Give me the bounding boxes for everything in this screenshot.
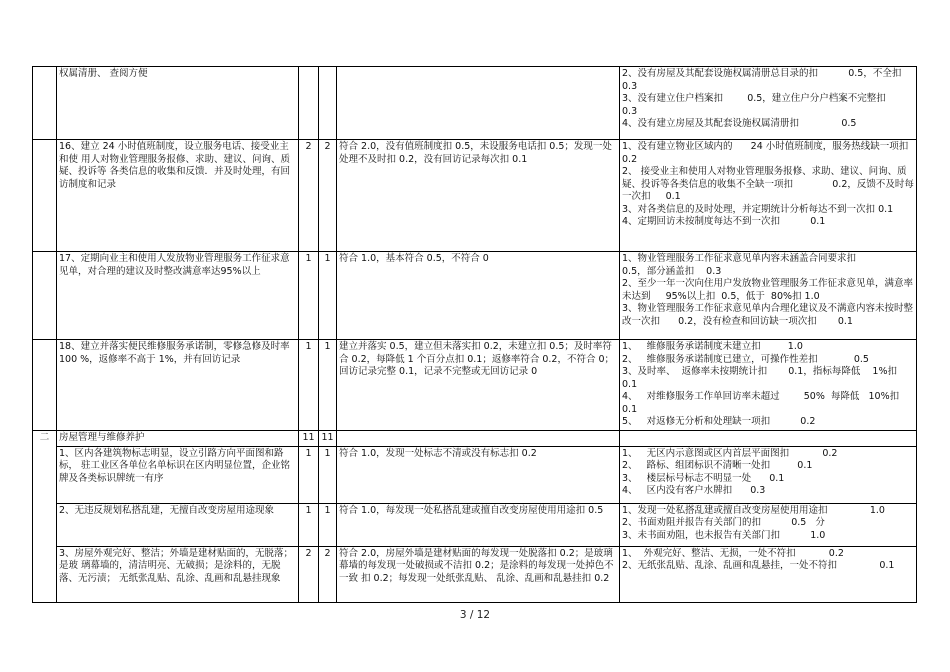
deduct-line: 1、物业管理服务工作征求意见单内容未涵盖合同要求扣 [622,253,857,264]
deduct-line: 3、对各类信息的及时处理，并定期统计分析每达不到一次扣 0.1 [622,203,894,215]
standard-cell [337,430,620,446]
page-number: 3 / 12 [459,609,491,621]
section-cell [33,340,57,431]
deduct-line: 3、物业管理服务工作征求意见单内合理化建议及不满意内容未按时整改一次扣 0.2，没有检查和回访缺一项次扣 0.1 [622,303,914,327]
section-heading: 房屋管理与维修养护 [59,431,145,443]
deduct-cell [620,67,917,140]
deduct-line: 2、 维修服务承诺制度已建立，可操作性差扣 0.5 [622,353,869,365]
deduct-line: 4、 对维修服务工作单回访率未超过 50% 每降低 10%扣 0.1 [622,391,903,415]
score-cell: 1 [299,503,319,546]
deduct-line: 0.3 [622,80,638,92]
deduct-cell [620,430,917,446]
deduct-line: 4、定期回访未按制度每达不到一次扣 0.1 [622,216,826,227]
standard-cell: 符合 1.0，每发现一处私搭乱建或擅自改变房屋使用用途扣 0.5 [337,503,620,546]
deduct-line: 1、没有建立物业区域内的 24 小时值班制度，服务热线缺一项扣 0.2 [622,141,912,165]
item-cell [57,503,299,546]
table-row [33,140,917,252]
item-cell [57,140,299,252]
deduct-cell [620,446,917,503]
evaluation-table-container [32,66,917,603]
deduct-line: 3、没有建立住户档案扣 0.5，建立住户分户档案不完整扣 [622,93,886,104]
deduct-line: 4、 区内没有客户水牌扣 0.3 [622,485,766,496]
got-cell [319,67,337,140]
got-cell: 1 [319,446,337,503]
score-cell [299,67,319,140]
section-cell [33,67,57,140]
item-cell [57,252,299,340]
table-row [33,340,917,431]
got-cell: 1 [319,252,337,340]
deduct-line: 0.5，部分涵盖扣 0.3 [622,265,722,277]
item-cell [57,446,299,503]
deduct-line: 5、 对返修无分析和处理缺一项扣 0.2 [622,416,816,427]
got-cell: 2 [319,140,337,252]
standard-cell: 符合 1.0，发现一处标志不清或没有标志扣 0.2 [337,446,620,503]
item-text: 18、建立并落实便民维修服务承诺制，零修急修及时率 100 %，返修率不高于 1%，并有回访记录 [59,341,290,365]
standard-cell: 建立并落实 0.5，建立但未落实扣 0.2，未建立扣 0.5；及时率符合 0.2，每降低 1 个百分点扣 0.1；返修率符合 0.2，不符合 0；回访记录完整 0.1，记录不完整或无回访记录 0 [337,340,620,431]
section-cell [33,140,57,252]
score-cell: 1 [299,252,319,340]
item-cell [57,340,299,431]
deduct-line: 2、书面劝阻并报告有关部门的扣 0.5 分 [622,517,825,528]
section-cell [33,252,57,340]
deduct-cell [620,140,917,252]
deduct-line: 0.3 [622,105,638,117]
deduct-cell [620,340,917,431]
deduct-cell [620,546,917,602]
deduct-line: 2、无纸张乱贴、乱涂、乱画和乱悬挂，一处不符扣 0.1 [622,560,895,571]
score-cell: 2 [299,546,319,602]
deduct-line: 2、 接受业主和使用人对物业管理服务报修、求助、建议、问询、质疑、投诉等各类信息的收集不全缺一项扣 0.2，反馈不及时每一次扣 0.1 [622,166,914,202]
deduct-line: 4、没有建立房屋及其配套设施权属清册扣 0.5 [622,118,857,129]
deduct-line: 3、未书面劝阻，也未报告有关部门扣 1.0 [622,529,826,541]
evaluation-table [32,66,917,603]
deduct-line: 3、及时率、 返修率未按期统计扣 0.1，指标每降低 1%扣 0.1 [622,366,901,390]
table-row [33,252,917,340]
got-cell: 1 [319,503,337,546]
standard-cell [337,67,620,140]
deduct-line: 1、发现一处私搭乱建或擅自改变房屋使用用途扣 1.0 [622,504,885,516]
deduct-line: 2、没有房屋及其配套设施权属清册总目录的扣 0.5，不全扣 [622,68,902,79]
item-cell [57,67,299,140]
item-text: 2、无违反规划私搭乱建，无擅自改变房屋用途现象 [59,504,275,516]
score-cell: 2 [299,140,319,252]
deduct-line: 1、 外观完好、整洁、无损，一处不符扣 0.2 [622,547,844,559]
score-cell: 1 [299,340,319,431]
deduct-cell [620,252,917,340]
deduct-line: 1、 维修服务承诺制度未建立扣 1.0 [622,341,803,352]
standard-cell: 符合 2.0，房屋外墙是建材贴面的每发现一处脱落扣 0.2；是玻璃幕墙的每发现一处破损或不洁扣 0.2；是涂料的每发现一处掉色不一致 扣 0.2；每发现一处纸张乱贴、 乱涂、乱画和乱悬挂扣 0.2 [337,546,620,602]
table-row [33,503,917,546]
table-row [33,546,917,602]
standard-cell: 符合 2.0，没有值班制度扣 0.5，未设服务电话扣 0.5；发现一处处理不及时扣 0.2，没有回访记录每次扣 0.1 [337,140,620,252]
deduct-cell [620,503,917,546]
score-cell: 1 [299,446,319,503]
table-row [33,446,917,503]
table-row [33,430,917,446]
got-cell: 11 [319,430,337,446]
section-heading-cell [57,430,299,446]
score-cell: 11 [299,430,319,446]
item-text: 3、房屋外观完好、整洁；外墙是建材贴面的，无脱落；是玻 璃幕墙的，清洁明亮、无破损；是涂料的，无脱落、无污渍； 无纸张乱贴、乱涂、乱画和乱悬挂现象 [59,547,294,584]
item-text: 17、定期向业主和使用人发放物业管理服务工作征求意见单，对合理的建议及时整改满意率达95%以上 [59,253,290,277]
item-cell [57,546,299,602]
deduct-line: 1、 无区内示意图或区内首层平面图扣 0.2 [622,447,838,459]
item-text: 16、建立 24 小时值班制度，设立服务电话、接受业主和使 用人对物业管理服务报修、求助、建议、问询、质疑、投诉等 各类信息的收集和反馈．并及时处理，有回访制度和记录 [59,141,291,190]
got-cell: 1 [319,340,337,431]
table-row [33,67,917,140]
item-text: 1、区内各建筑物标志明显，设立引路方向平面图和路标， 驻工业区各单位名单标识在区内明显位置，企业铭牌及各类标识牌统一有序 [59,447,291,484]
deduct-line: 3、 楼层标号标志不明显一处 0.1 [622,472,785,484]
deduct-line: 2、 路标、组团标识不清晰一处扣 0.1 [622,460,813,471]
got-cell: 2 [319,546,337,602]
section-number: 二 [33,430,57,602]
deduct-line: 2、至少一年一次向住用户发放物业管理服务工作征求意见单，满意率未达到 95%以上扣 0.5，低于 80%扣 1.0 [622,278,914,302]
item-text: 权属清册、 查阅方便 [59,68,148,79]
standard-cell: 符合 1.0，基本符合 0.5，不符合 0 [337,252,620,340]
